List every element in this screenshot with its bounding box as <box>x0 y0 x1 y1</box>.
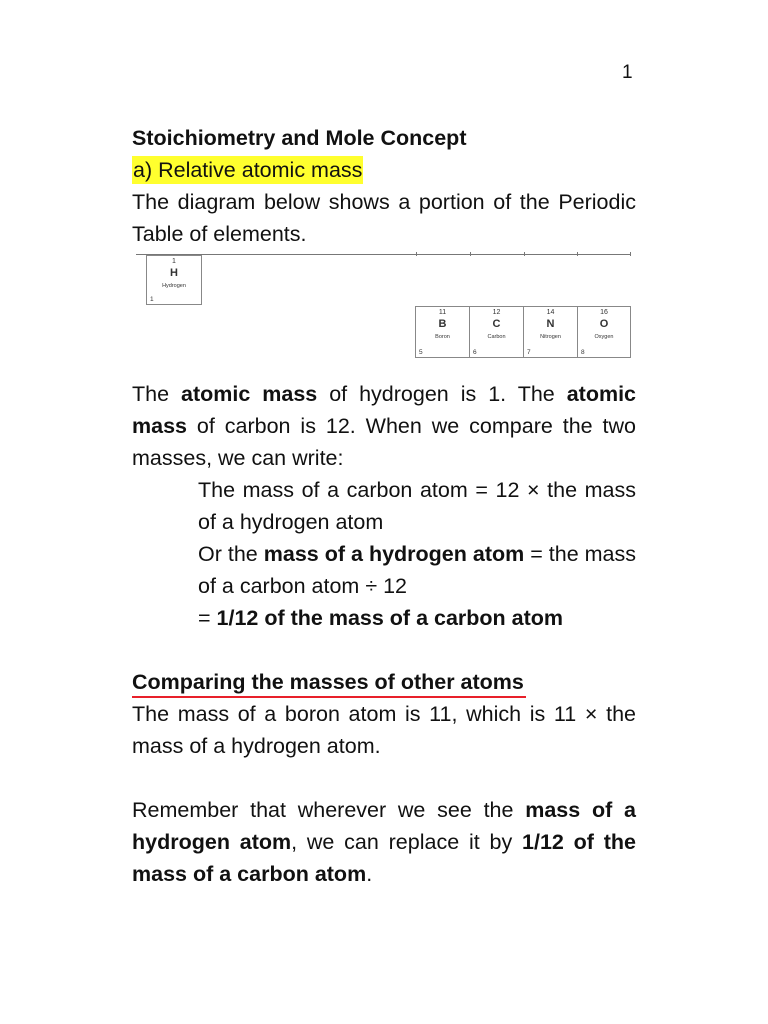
text-run: , we can replace it by <box>291 830 523 854</box>
text-run: = <box>198 606 217 630</box>
bold-term: 1/12 of the mass of a carbon atom <box>132 830 636 886</box>
document-title: Stoichiometry and Mole Concept <box>132 126 467 150</box>
element-atomic-number: 8 <box>581 349 585 356</box>
element-name: Nitrogen <box>540 334 561 340</box>
text-run: of hydrogen is 1. The <box>317 382 567 406</box>
element-name: Hydrogen <box>162 283 186 289</box>
element-mass-number: 14 <box>546 309 555 316</box>
element-atomic-number: 5 <box>419 349 423 356</box>
element-symbol: C <box>492 318 501 330</box>
text-run: = the mass of a carbon atom ÷ 12 <box>198 542 637 598</box>
text-run: The <box>132 382 182 406</box>
element-mass-number: 12 <box>492 309 501 316</box>
document-body <box>132 122 636 890</box>
highlighted-heading: a) Relative atomic mass <box>133 158 363 182</box>
boron-paragraph: The mass of a boron atom is 11, which is 11 × the mass of a hydrogen atom. <box>132 702 636 758</box>
remember-paragraph <box>132 794 636 890</box>
element-name: Boron <box>435 334 450 340</box>
element-symbol: B <box>438 318 447 330</box>
bold-term: 1/12 of the mass of a carbon atom <box>216 606 564 630</box>
section-heading-relative-atomic-mass <box>132 154 636 186</box>
element-atomic-number: 6 <box>473 349 477 356</box>
element-mass-number: 11 <box>438 309 447 316</box>
element-symbol: N <box>546 318 555 330</box>
text-run: Or the <box>198 542 264 566</box>
equation-hydrogen-mass <box>198 538 636 602</box>
text-run: . <box>366 862 373 886</box>
page-number: 1 <box>622 62 633 83</box>
element-symbol: O <box>599 318 609 330</box>
bold-term: atomic mass <box>181 382 318 406</box>
bold-term: atomic mass <box>132 382 637 438</box>
element-name: Carbon <box>487 334 506 340</box>
equation-result <box>198 602 636 634</box>
text-run: of carbon is 12. When we compare the two masses, we can write: <box>132 414 636 470</box>
diagram-space <box>132 250 636 378</box>
element-name: Oxygen <box>594 334 614 340</box>
bold-term: mass of a hydrogen atom <box>132 798 636 854</box>
element-atomic-number: 1 <box>150 296 154 303</box>
element-mass-number: 16 <box>600 309 608 316</box>
text-run: Remember that wherever we see the <box>132 798 526 822</box>
element-mass-number: 1 <box>172 258 176 265</box>
element-atomic-number: 7 <box>527 349 531 356</box>
equation-carbon-mass: The mass of a carbon atom = 12 × the mass of a hydrogen atom <box>198 478 636 534</box>
atomic-mass-paragraph <box>132 378 636 474</box>
underlined-heading: Comparing the masses of other atoms <box>132 668 526 698</box>
section-heading-comparing-masses <box>132 666 636 698</box>
intro-paragraph: The diagram below shows a portion of the Periodic Table of elements. <box>132 190 636 246</box>
bold-term: mass of a hydrogen atom <box>263 542 525 566</box>
element-symbol: H <box>170 267 178 279</box>
